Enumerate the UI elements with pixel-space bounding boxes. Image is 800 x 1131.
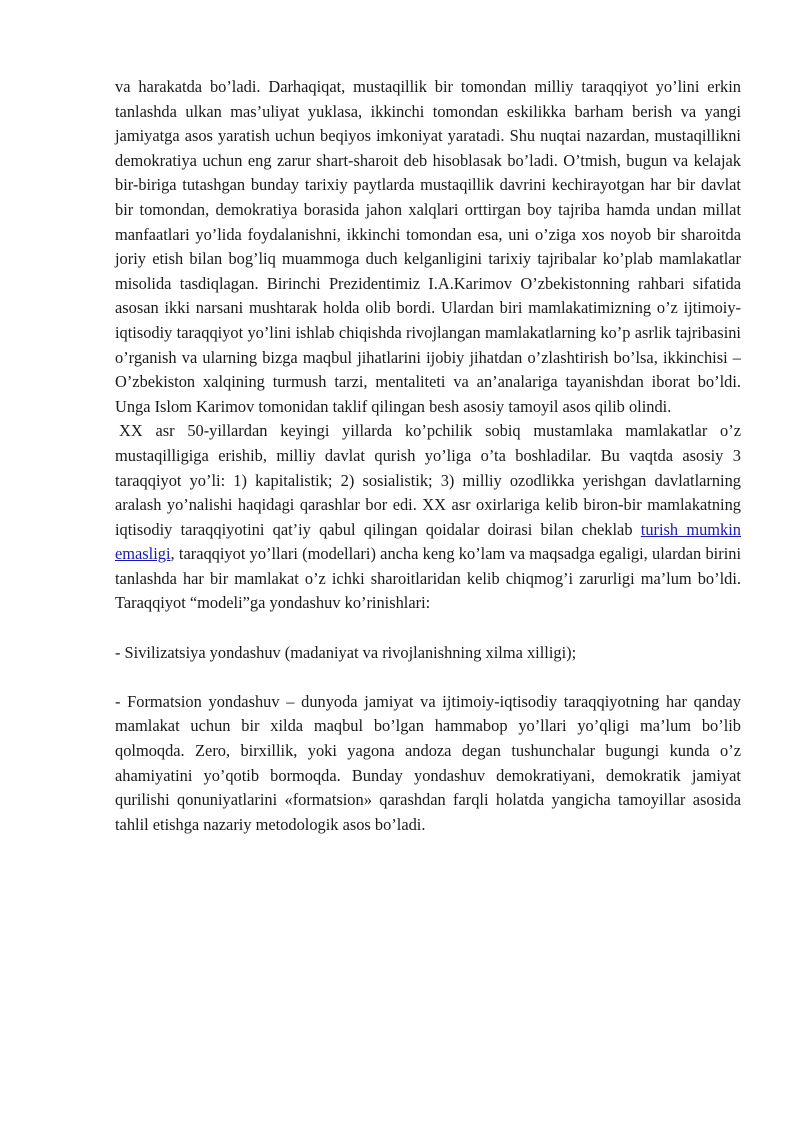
list-item-civilization-approach: - Sivilizatsiya yondashuv (madaniyat va rivojlanishning xilma xilligi); bbox=[115, 642, 577, 662]
list-item-formation-approach: - Formatsion yondashuv – dunyoda jamiyat va ijtimoiy-iqtisodiy taraqqiyotning har qanday mamlakat uchun bir xilda maqbul bo’lgan hammabop yo’llari yo’qligi ma’lum bo’lib qolmoqda. Zero, birxillik, yoki yagona andoza degan tushunchalar bugungi kunda o’z ahamiyatini yo’qotib bormoqda. Bunday yondashuv demokratiyani, demokratik jamiyat qurilishi qonuniyatlarini «formatsion» qarashdan farqli holatda yangicha tamoyillar asosida tahlil etishga nazariy metodologik asos bo’ladi. bbox=[115, 691, 741, 834]
paragraph-text-before-link: XX asr 50-yillardan keyingi yillarda ko’pchilik sobiq mustamlaka mamlakatlar o’z mustaqilligiga erishib, milliy davlat qurish yo’liga o’ta boshladilar. Bu vaqtda asosiy 3 taraqqiyot yo’li: 1) kapitalistik; 2) sosialistik; 3) milliy ozodlikka yerishgan davlatlarning aralash yo’nalishi haqidagi qarashlar bor edi. XX asr oxirlariga kelib biron-bir mamlakatning iqtisodiy taraqqiyotini qat’iy qabul qilingan qoidalar doirasi bilan cheklab bbox=[115, 421, 741, 539]
paragraph-intro: va harakatda bo’ladi. Darhaqiqat, mustaqillik bir tomondan milliy taraqqiyot yo’lini erkin tanlashda ulkan mas’uliyat yuklasa, ikkinchi tomondan eskilikka barham berish va yangi jamiyatga asos yaratish uchun beqiyos imkoniyat yaratadi. Shu nuqtai nazardan, mustaqillikni demokratiya uchun eng zarur shart-sharoit deb hisoblasak bo’ladi. O’tmish, bugun va kelajak bir-biriga tutashgan bunday tarixiy paytlarda mustaqillik davrini kechirayotgan har bir davlat bir tomondan, demokratiya borasida jahon xalqlari orttirgan boy tajriba hamda undan millat manfaatlari yo’lida foydalanishni, ikkinchi tomondan esa, uni o’ziga xos noyob bir sharoitda joriy etish bilan bog’liq muammoga duch kelganligini tarixiy tajribalar ko’plab mamlakatlar misolida tasdiqlagan. Birinchi Prezidentimiz I.A.Karimov O’zbekistonning rahbari sifatida asosan ikki narsani mushtarak holda olib bordi. Ulardan biri mamlakatimizning o’z ijtimoiy-iqtisodiy taraqqiyot yo’lini ishlab chiqishda rivojlangan mamlakatlarning ko’p asrlik tajribasini o’rganish va ularning bizga maqbul jihatlarini ijobiy jihatdan o’zlashtirish bo’lsa, ikkinchisi – O’zbekiston xalqining turmush tarzi, mentaliteti va an’analariga tayanishdan iborat bo’ldi. Unga Islom Karimov tomonidan taklif qilingan besh asosiy tamoyil asos qilib olindi. bbox=[115, 77, 741, 416]
paragraph-text-after-link: , taraqqiyot yo’llari (modellari) ancha keng ko’lam va maqsadga egaligi, ulardan birini tanlashda har bir mamlakat o’z ichki sharoitlaridan kelib chiqmog’i zarurligi ma’lum bo’ldi. Taraqqiyot “modeli”ga yondashuv ko’rinishlari: bbox=[115, 544, 741, 613]
document-page bbox=[115, 75, 741, 837]
hyperlink-turish-mumkin-emasligi[interactable]: turish mumkin emasligi bbox=[115, 519, 742, 564]
paragraph-development-paths bbox=[115, 419, 741, 616]
paragraph-spacer bbox=[115, 665, 741, 690]
paragraph-spacer bbox=[115, 616, 741, 641]
